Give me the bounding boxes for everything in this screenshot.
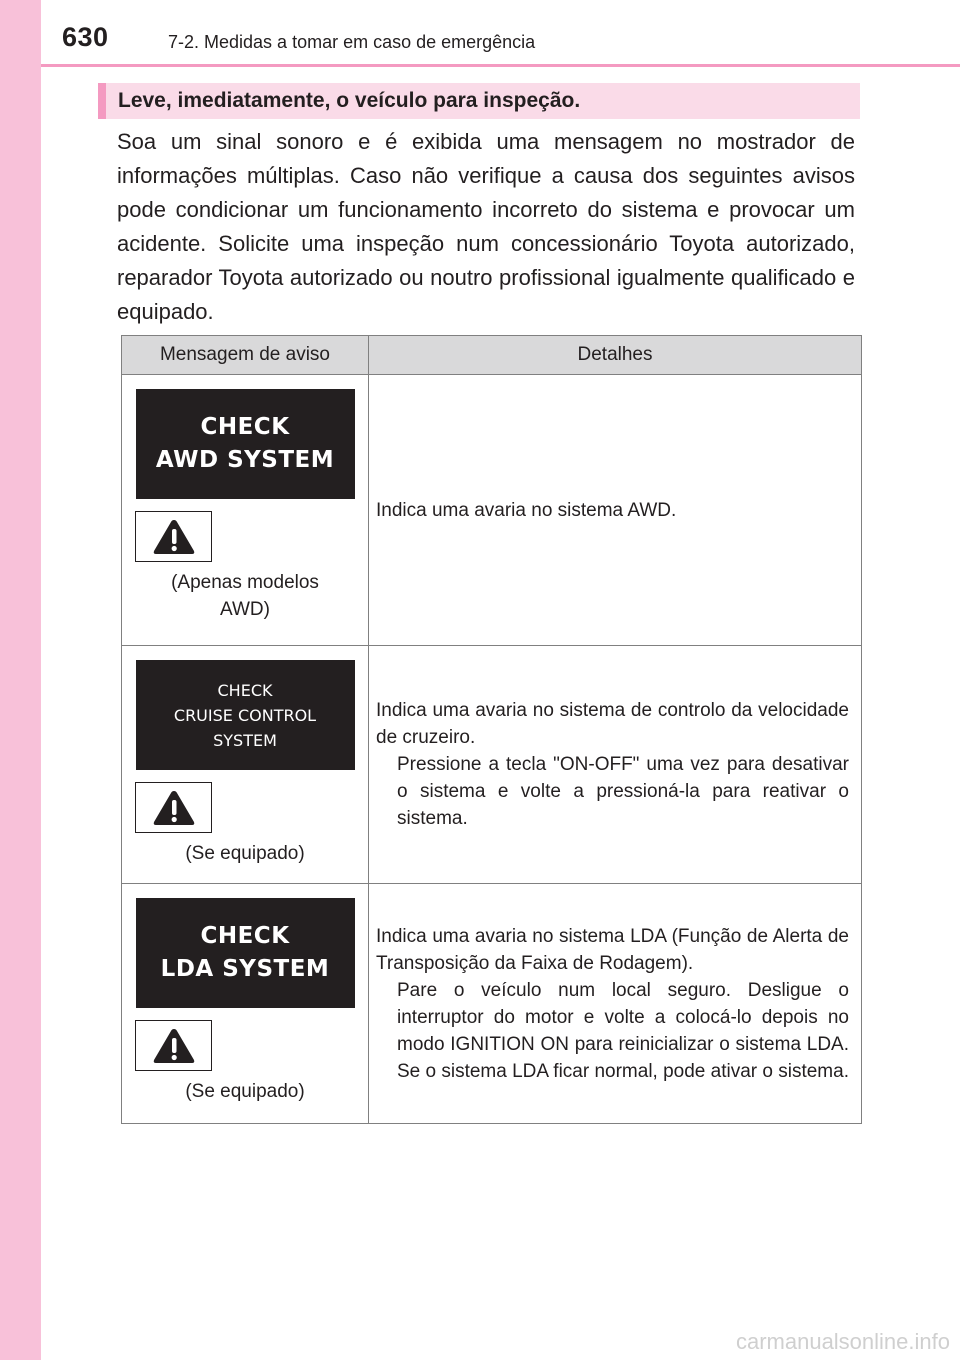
warning-triangle-icon-graphic — [152, 789, 196, 827]
table-row — [122, 375, 862, 646]
display-line: SYSTEM — [213, 730, 277, 750]
section-heading: Leve, imediatamente, o veículo para inspeção. — [98, 83, 860, 119]
header-divider — [41, 64, 960, 67]
warning-triangle-icon — [135, 782, 212, 833]
display-line: CRUISE CONTROL — [173, 705, 317, 725]
detail-text: Indica uma avaria no sistema AWD. — [376, 499, 677, 521]
detail-text: Indica uma avaria no sistema de controlo da velocidade de cruzeiro. — [376, 700, 849, 748]
warning-detail-cell — [369, 375, 862, 646]
detail-subtext: Pare o veículo num local seguro. Desligue o interruptor do motor e volte a colocá-lo depois no modo IGNITION ON para reinicializar o sistema LDA. Se o sistema LDA ficar normal, pode ativar o sistema. — [397, 979, 849, 1082]
warning-detail-cell — [369, 646, 862, 884]
column-header-details: Detalhes — [369, 336, 862, 375]
display-line: CHECK — [200, 414, 290, 440]
warning-caption: (Se equipado) — [185, 843, 305, 864]
detail-subtext: Pressione a tecla "ON-OFF" uma vez para desativar o sistema e volte a pressioná-la para reativar o sistema. — [397, 754, 849, 829]
chapter-title: 7-2. Medidas a tomar em caso de emergência — [168, 32, 536, 52]
warning-message-cell — [122, 884, 369, 1124]
table-row — [122, 884, 862, 1124]
table-header-row — [122, 336, 862, 375]
warning-messages-table — [121, 335, 862, 1124]
site-watermark: carmanualsonline.info — [735, 1329, 950, 1354]
display-line: CHECK — [217, 680, 273, 700]
check-lda-system-display — [136, 898, 355, 1008]
table-row — [122, 646, 862, 884]
intro-paragraph: Soa um sinal sonoro e é exibida uma mensagem no mostrador de informações múltiplas. Caso não verifique a causa dos seguintes avisos pode condicionar um funcionamento incorreto do sistema e provocar um acidente. Solicite uma inspeção num concessionário Toyota autorizado, reparador Toyota autorizado ou noutro profissional igualmente qualificado e equipado. — [117, 129, 855, 324]
warning-caption: (Apenas modelos AWD) — [171, 572, 319, 620]
warning-detail-cell — [369, 884, 862, 1124]
page-number: 630 — [62, 22, 109, 52]
side-margin-band — [0, 0, 41, 1360]
warning-caption: (Se equipado) — [185, 1081, 305, 1102]
check-cruise-control-display — [136, 660, 355, 770]
warning-triangle-icon — [135, 511, 212, 562]
display-line: LDA SYSTEM — [160, 956, 330, 982]
warning-triangle-icon — [135, 1020, 212, 1071]
check-awd-system-display — [136, 389, 355, 499]
column-header-message: Mensagem de aviso — [122, 336, 369, 375]
warning-message-cell — [122, 646, 369, 884]
warning-triangle-icon-graphic — [152, 1027, 196, 1065]
warning-message-cell — [122, 375, 369, 646]
warning-triangle-icon-graphic — [152, 518, 196, 556]
detail-text: Indica uma avaria no sistema LDA (Função de Alerta de Transposição da Faixa de Rodagem). — [376, 925, 849, 974]
display-line: AWD SYSTEM — [155, 447, 335, 473]
display-line: CHECK — [200, 923, 290, 949]
